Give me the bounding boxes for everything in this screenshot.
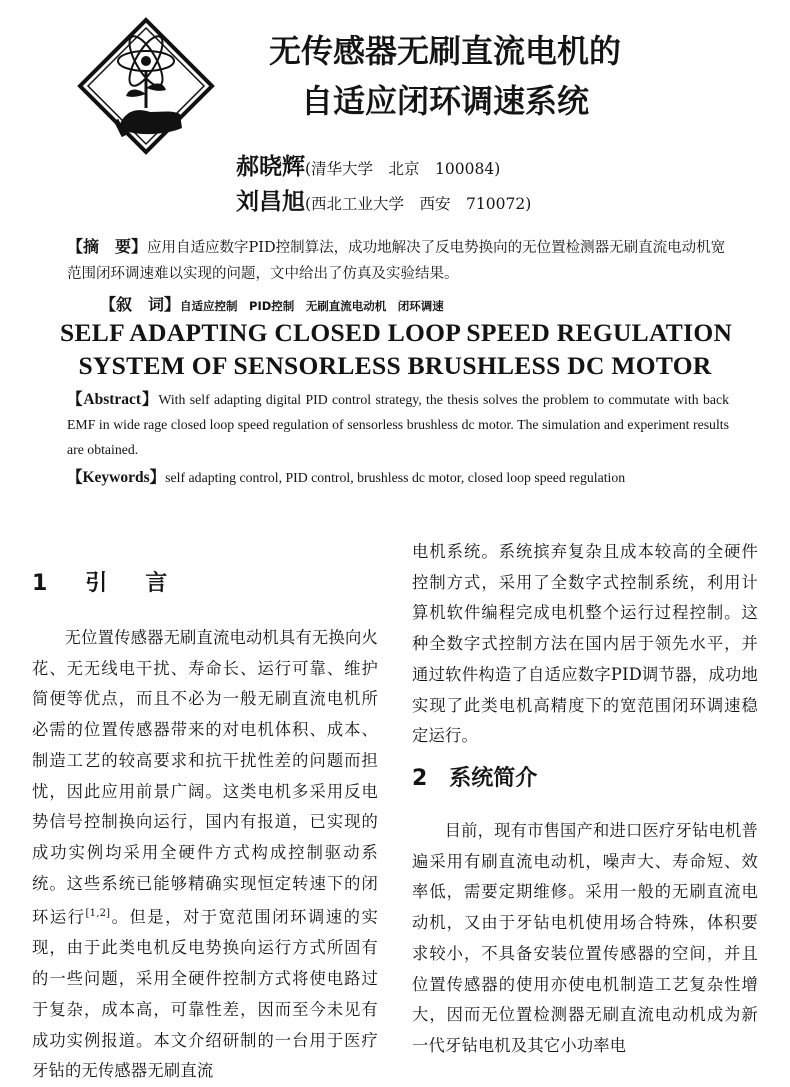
chinese-keywords-text: 自适应控制 PID控制 无刷直流电动机 闭环调速 <box>180 299 444 313</box>
english-title-line-2: SYSTEM OF SENSORLESS BRUSHLESS DC MOTOR <box>78 351 712 380</box>
english-abstract-text: With self adapting digital PID control strategy, the thesis solves the problem to commutate with back EMF in wide rage closed loop speed regulation of sensorless brushless dc motor. The simulation and experiment results are obtained. <box>67 392 729 457</box>
author-name: 郝晓辉 <box>236 153 305 180</box>
journal-logo <box>76 16 216 156</box>
english-abstract <box>67 387 729 462</box>
paper-title-line-1: 无传感器无刷直流电机的 <box>268 32 621 70</box>
section-2-paragraph: 目前，现有市售国产和进口医疗牙钻电机普遍采用有刷直流电动机，噪声大、寿命短、效率低，需要定期维修。采用一般的无刷直流电动机，又由于牙钻电机使用场合特殊，体积要求较小，不具备安装位置传感器的空间，并且位置传感器的使用亦使电机制造工艺复杂性增大，因而无位置检测器无刷直流电动机成为新一代牙钻电机及其它小功率电 <box>412 821 758 1055</box>
author-name: 刘昌旭 <box>236 188 305 215</box>
chinese-abstract <box>67 234 729 287</box>
english-title-line-1: SELF ADAPTING CLOSED LOOP SPEED REGULATION <box>60 318 733 347</box>
chinese-keywords <box>100 292 444 315</box>
english-keywords-label: 【Keywords】 <box>67 469 166 486</box>
section-1-text-b: 。但是，对于宽范围闭环调速的实现，由于此类电机反电势换向运行方式所固有的一些问题，采用全硬件控制方式将使电路过于复杂，成本高，可靠性差，因而至今未见有成功实例报道。本文介绍研制的一台用于医疗牙钻的无传感器无刷直流 <box>32 907 378 1081</box>
chinese-keywords-label: 【叙 词】 <box>100 295 181 314</box>
english-abstract-label: 【Abstract】 <box>67 391 159 408</box>
english-keywords-text: self adapting control, PID control, brushless dc motor, closed loop speed regulation <box>165 470 626 485</box>
english-keywords <box>67 465 729 490</box>
chinese-abstract-text: 应用自适应数字PID控制算法，成功地解决了反电势换向的无位置检测器无刷直流电动机宽范围闭环调速难以实现的问题，文中给出了仿真及实验结果。 <box>67 240 726 282</box>
section-2-heading: 2 系统简介 <box>412 766 538 791</box>
author-2 <box>236 183 531 216</box>
section-1-paragraph <box>32 623 378 1087</box>
section-1-continuation: 电机系统。系统摈弃复杂且成本较高的全硬件控制方式，采用了全数字式控制系统，利用计算机软件编程完成电机整个运行过程控制。这种全数字式控制方法在国内居于领先水平，并通过软件构造了自适应数字PID调节器，成功地实现了此类电机高精度下的宽范围闭环调速稳定运行。 <box>412 542 758 746</box>
section-1-heading: 1 引 言 <box>32 571 176 596</box>
paper-title-line-2: 自适应闭环调速系统 <box>300 82 589 120</box>
chinese-abstract-label: 【摘 要】 <box>67 237 148 256</box>
section-1-text-a: 无位置传感器无刷直流电动机具有无换向火花、无无线电干扰、寿命长、运行可靠、维护简便等优点，而且不必为一般无刷直流电机所必需的位置传感器带来的对电机体积、成本、制造工艺的较高要求和抗干扰性差的问题而担忧，因此应用前景广阔。这类电机多采用反电势信号控制换向运行，国内有报道，已实现的成功实例均采用全硬件方式构成控制驱动系统。这些系统已能够精确实现恒定转速下的闭环运行 <box>32 628 378 927</box>
author-1 <box>236 148 500 181</box>
citation-ref: [1,2] <box>85 908 111 920</box>
author-affiliation: (西北工业大学 西安 710072) <box>305 195 532 213</box>
author-affiliation: (清华大学 北京 100084) <box>305 160 501 178</box>
